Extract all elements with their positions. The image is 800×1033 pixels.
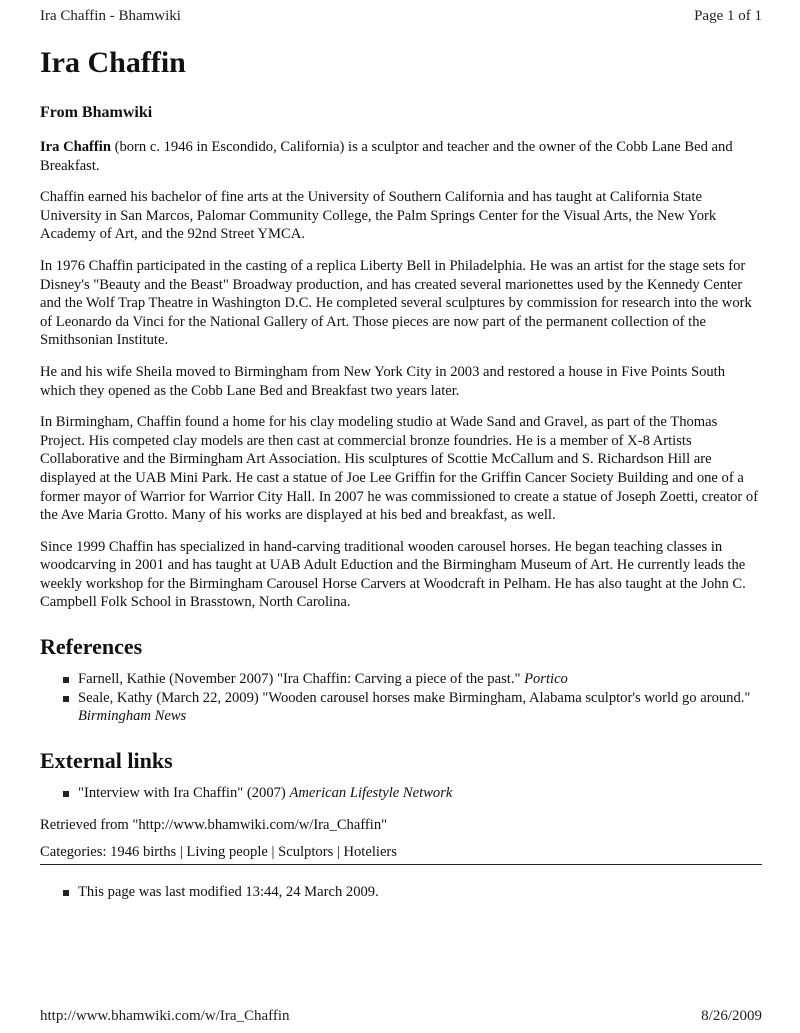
reference-item — [78, 670, 762, 689]
reference-source: Portico — [524, 671, 568, 688]
references-list — [40, 670, 762, 726]
article-body — [40, 138, 762, 901]
external-link-item[interactable] — [78, 784, 762, 803]
reference-source: Birmingham News — [78, 708, 187, 725]
paragraph: Chaffin earned his bachelor of fine arts at the University of Southern California and has taught at California State University in San Marcos, Palomar Community College, the Palm Springs Center for the Visual Arts, the New York Academy of Art, and the 92nd Street YMCA. — [40, 189, 717, 243]
intro-paragraph — [40, 138, 762, 175]
footer-url: http://www.bhamwiki.com/w/Ira_Chaffin — [40, 1008, 290, 1024]
window-title: Ira Chaffin - Bhamwiki — [40, 8, 181, 24]
paragraph: Since 1999 Chaffin has specialized in hand-carving traditional wooden carousel horses. He began teaching classes in woodcarving in 2001 and has taught at UAB Adult Eduction and the Birmingham Museum of Art. He currently leads the weekly workshop for the Birmingham Carousel Horse Carvers at Woodcraft in Pelham. He has also taught at the John C. Campbell Folk School in Brasstown, North Carolina. — [40, 538, 746, 611]
last-modified: This page was last modified 13:44, 24 March 2009. — [78, 883, 762, 902]
categories-bar — [40, 843, 762, 865]
intro-subject: Ira Chaffin — [40, 139, 111, 155]
external-links-list — [40, 784, 762, 803]
reference-text: Seale, Kathy (March 22, 2009) "Wooden carousel horses make Birmingham, Alabama sculptor's world go around." — [78, 689, 751, 706]
from-line: From Bhamwiki — [40, 104, 153, 121]
external-link-source: American Lifestyle Network — [289, 784, 453, 801]
page-title: Ira Chaffin — [40, 46, 186, 79]
paragraph: In Birmingham, Chaffin found a home for his clay modeling studio at Wade Sand and Gravel, as part of the Thomas Project. His competed clay models are then cast at commercial bronze foundries. He is a member of X-8 Artists Collaborative and the Birmingham Art Association. His sculptures of Scottie McCallum and S. Richardson Hill are displayed at the UAB Mini Park. He cast a statue of Joe Lee Griffin for the Griffin Cancer Society Building and one of a former mayor of Warrior for Warrior City Hall. In 2007 he was commissioned to create a statue of Joseph Zoetti, creator of the Ave Maria Grotto. Many of his works are displayed at his bed and breakfast, as well. — [40, 414, 759, 524]
footer-date: 8/26/2009 — [701, 1008, 762, 1024]
category-separator: | — [176, 844, 187, 861]
external-link-text[interactable]: "Interview with Ira Chaffin" (2007) — [78, 784, 290, 801]
reference-text: Farnell, Kathie (November 2007) "Ira Chaffin: Carving a piece of the past." — [78, 671, 525, 688]
reference-item — [78, 689, 762, 726]
category-link-living[interactable]: Living people — [186, 844, 268, 861]
category-link-sculptors[interactable]: Sculptors — [278, 844, 334, 861]
page-number: Page 1 of 1 — [694, 8, 762, 24]
references-heading: References — [40, 634, 143, 660]
paragraph: In 1976 Chaffin participated in the casting of a replica Liberty Bell in Philadelphia. He was an artist for the stage sets for Disney's "Beauty and the Beast" Broadway production, and has created several marionettes used by the Kennedy Center and the Wolf Trap Theatre in Washington D.C. He completed several sculptures by commission for research into the work of Leonardo da Vinci for the National Gallery of Art. Those pieces are now part of the permanent collection of the Smithsonian Institute. — [40, 257, 752, 349]
category-link-births[interactable]: 1946 births — [110, 844, 177, 861]
category-link-hoteliers[interactable]: Hoteliers — [343, 844, 397, 861]
intro-text: (born c. 1946 in Escondido, California) is a sculptor and teacher and the owner of the Cobb Lane Bed and Breakfast. — [40, 139, 733, 174]
footer-info-list — [40, 883, 762, 902]
category-separator: | — [267, 844, 279, 861]
categories-label: Categories: — [40, 844, 111, 861]
category-separator: | — [333, 844, 344, 861]
retrieved-from: Retrieved from "http://www.bhamwiki.com/w/Ira_Chaffin" — [40, 817, 388, 834]
paragraph: He and his wife Sheila moved to Birmingham from New York City in 2003 and restored a house in Five Points South which they opened as the Cobb Lane Bed and Breakfast two years later. — [40, 363, 726, 399]
external-links-heading: External links — [40, 747, 173, 773]
